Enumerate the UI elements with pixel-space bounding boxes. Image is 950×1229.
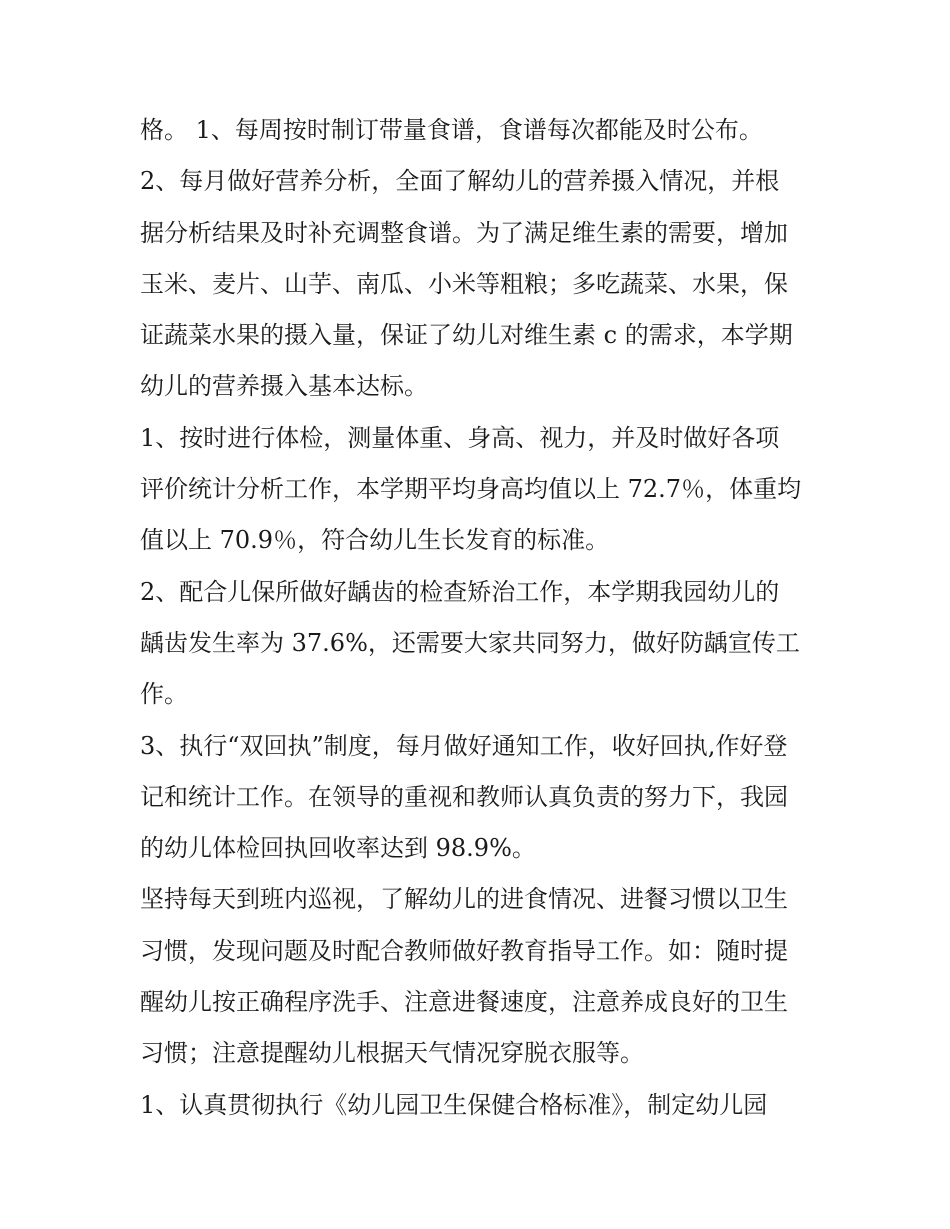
- text-line: 评价统计分析工作，本学期平均身高均值以上 72.7％，体重均: [140, 475, 802, 504]
- text-line: 龋齿发生率为 37.6%，还需要大家共同努力，做好防龋宣传工: [140, 628, 800, 657]
- text-line: 据分析结果及时补充调整食谱。为了满足维生素的需要，增加: [140, 218, 788, 247]
- text-line: 习惯，发现问题及时配合教师做好教育指导工作。如：随时提: [140, 936, 788, 965]
- text-line: 醒幼儿按正确程序洗手、注意进餐速度，注意养成良好的卫生: [140, 988, 788, 1017]
- document-body: [140, 109, 812, 1135]
- text-line: 的幼儿体检回执回收率达到 98.9%。: [140, 834, 536, 863]
- text-line: 作。: [140, 680, 188, 709]
- text-line: 玉米、麦片、山芋、南瓜、小米等粗粮；多吃蔬菜、水果，保: [140, 269, 788, 298]
- text-line: 3、执行“双回执”制度，每月做好通知工作，收好回执,作好登: [140, 731, 788, 760]
- text-line: 习惯；注意提醒幼儿根据天气情况穿脱衣服等。: [140, 1039, 644, 1068]
- text-line: 1、按时进行体检，测量体重、身高、视力，并及时做好各项: [140, 423, 780, 452]
- text-line: 幼儿的营养摄入基本达标。: [140, 372, 428, 401]
- text-line: 1、认真贯彻执行《幼儿园卫生保健合格标准》，制定幼儿园: [140, 1090, 768, 1119]
- text-line: 格。 1、每周按时制订带量食谱，食谱每次都能及时公布。: [140, 116, 763, 144]
- text-line: 证蔬菜水果的摄入量，保证了幼儿对维生素 c 的需求，本学期: [140, 321, 793, 350]
- text-line: 值以上 70.9％，符合幼儿生长发育的标准。: [140, 526, 610, 555]
- text-line: 坚持每天到班内巡视，了解幼儿的进食情况、进餐习惯以卫生: [140, 885, 788, 914]
- text-line: 2、每月做好营养分析，全面了解幼儿的营养摄入情况，并根: [140, 167, 780, 196]
- text-line: 2、配合儿保所做好龋齿的检查矫治工作，本学期我园幼儿的: [140, 577, 780, 606]
- text-line: 记和统计工作。在领导的重视和教师认真负责的努力下，我园: [140, 782, 788, 811]
